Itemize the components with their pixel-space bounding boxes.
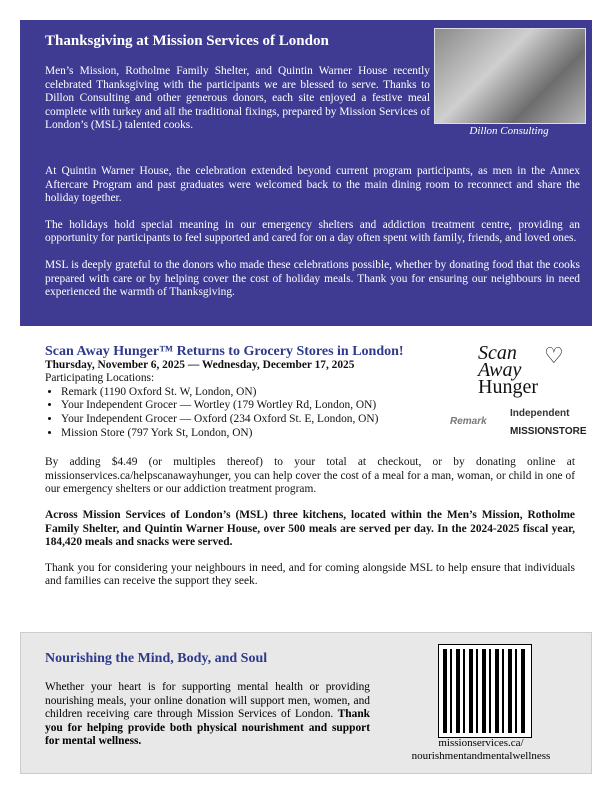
paragraph: Thank you for considering your neighbours in need, and for coming alongside MSL to help ensure that individuals and families can receive the support they seek. <box>45 561 575 588</box>
paragraph: At Quintin Warner House, the celebration extended beyond current program participants, as men in the Annex Aftercare Program and past graduates were welcomed back to the main dining room to reconnect and share the holiday together. <box>45 165 580 205</box>
heart-icon: ♡ <box>544 343 564 368</box>
paragraph: MSL is deeply grateful to the donors who made these celebrations possible, whether by donating food that the cooks prepared with care or by helping cover the cost of holiday meals. Thank you for ensuring our neighbours in need experienced the warmth of Thanksgiving. <box>45 258 580 299</box>
logo-text: Away <box>478 359 522 381</box>
logo-text: Hunger <box>478 376 538 398</box>
nourishing-section <box>20 632 592 774</box>
photo-caption: Dillon Consulting <box>469 125 549 137</box>
thanksgiving-photo <box>434 28 586 124</box>
url-line: nourishmentandmentalwellness <box>411 750 551 762</box>
list-item: • Your Independent Grocer — Oxford (234 Oxford St. E, London, ON) <box>61 413 575 427</box>
section-title: Thanksgiving at Mission Services of London <box>45 33 329 49</box>
section-title: Scan Away Hunger™ Returns to Grocery Stores in London! <box>45 344 404 359</box>
url-line: missionservices.ca/ <box>438 737 524 749</box>
body-text: Whether your heart is for supporting mental health or providing nourishing meals, your online donation will support men, women, and children receiving care through Mission Services of London. <box>45 681 370 721</box>
body-bold-text: Thank you for helping provide both physical nourishment and support for mental wellness. <box>45 708 370 748</box>
paragraph: By adding $4.49 (or multiples thereof) to your total at checkout, or by donating online at missionservices.ca/helpscanawayhunger, you can help cover the cost of a meal for a man, woman, or child in one of our emergency shelters or our addiction treatment program. <box>45 456 575 496</box>
locations-label: Participating Locations: <box>45 372 155 385</box>
paragraph <box>45 681 370 749</box>
dates: Thursday, November 6, 2025 — Wednesday, December 17, 2025 <box>45 358 355 371</box>
list-item: • Your Independent Grocer — Wortley (179 Wortley Rd, London, ON) <box>61 399 575 413</box>
missionstore-logo: MISSIONSTORE <box>510 426 587 437</box>
remark-logo: Remark <box>450 416 487 427</box>
donation-url[interactable] <box>381 737 581 763</box>
scan-away-hunger-logo <box>478 342 564 398</box>
thanksgiving-section <box>20 20 592 326</box>
independent-logo: Independent <box>510 408 570 419</box>
paragraph: Across Mission Services of London’s (MSL) three kitchens, located within the Men’s Mission, Rotholme Family Shelter, and Quintin Warner House, over 500 meals are served per day. In the 2024-2025 fiscal year, 184,420 meals and snacks were served. <box>45 508 575 549</box>
qr-code[interactable] <box>439 645 531 737</box>
list-item: • Remark (1190 Oxford St. W, London, ON) <box>61 386 575 400</box>
section-title: Nourishing the Mind, Body, and Soul <box>45 651 268 666</box>
logo-text: Scan <box>478 342 517 364</box>
paragraph: Men’s Mission, Rotholme Family Shelter, and Quintin Warner House recently celebrated Thanksgiving with the participants we are blessed to serve. Thanks to Dillon Consulting and other generous donors, each site enjoyed a festive meal complete with turkey and all the traditional fixings, prepared by Mission Services of London’s (MSL) talented cooks. <box>45 65 430 132</box>
paragraph: The holidays hold special meaning in our emergency shelters and addiction treatment centre, providing an opportunity for participants to feel supported and cared for on a day often spent with family, friends, and loved ones. <box>45 218 580 245</box>
list-item: • Mission Store (797 York St, London, ON) <box>61 427 575 441</box>
